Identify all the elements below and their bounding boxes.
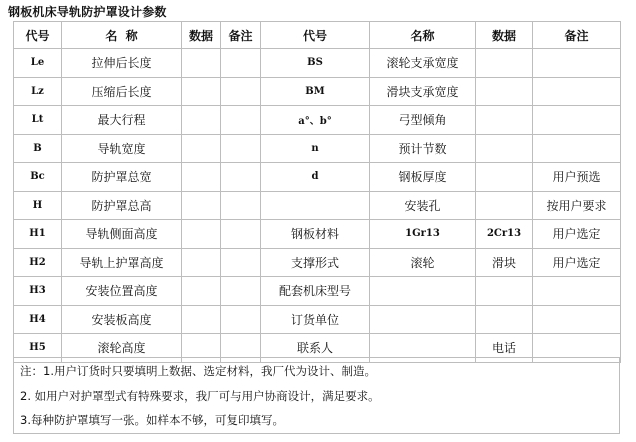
param-name: 压缩后长度 <box>62 77 182 106</box>
param-remark-cell-2[interactable] <box>533 49 621 78</box>
param-value-cell[interactable] <box>182 106 221 135</box>
param-label-material: 钢板材料 <box>261 220 370 249</box>
note-2: 2. 如用户对护罩型式有特殊要求，我厂可与用户协商设计，满足要求。 <box>20 389 380 403</box>
param-name: 安装位置高度 <box>62 277 182 306</box>
param-code: Bc <box>14 163 62 192</box>
param-code-2 <box>261 191 370 220</box>
notes-box <box>13 357 620 434</box>
param-value-cell-2[interactable] <box>476 191 533 220</box>
param-code-2: a°、b° <box>261 106 370 135</box>
table-row <box>14 220 621 249</box>
param-value-cell-2[interactable] <box>476 49 533 78</box>
param-name-2: 弓型倾角 <box>370 106 476 135</box>
param-name: 最大行程 <box>62 106 182 135</box>
ordering-unit-value-cell[interactable] <box>370 305 476 334</box>
table-row <box>14 49 621 78</box>
param-remark-cell-2[interactable]: 用户选定 <box>533 248 621 277</box>
param-name: 导轨上护罩高度 <box>62 248 182 277</box>
param-value-cell[interactable] <box>182 248 221 277</box>
document-title: 钢板机床导轨防护罩设计参数 <box>8 5 167 19</box>
param-remark-cell-2[interactable] <box>533 134 621 163</box>
support-option-roller[interactable]: 滚轮 <box>370 248 476 277</box>
param-code: H1 <box>14 220 62 249</box>
param-name-2: 钢板厚度 <box>370 163 476 192</box>
param-value-cell[interactable] <box>182 220 221 249</box>
param-value-cell-2[interactable] <box>476 77 533 106</box>
table-row <box>14 248 621 277</box>
param-name-2: 预计节数 <box>370 134 476 163</box>
parameter-table <box>13 21 621 363</box>
empty-cell[interactable] <box>533 305 621 334</box>
table-row <box>14 277 621 306</box>
param-value-cell[interactable] <box>182 49 221 78</box>
param-code: Le <box>14 49 62 78</box>
param-code-2: BM <box>261 77 370 106</box>
param-remark-cell[interactable] <box>221 277 261 306</box>
param-code: H2 <box>14 248 62 277</box>
param-label-contact: 联系人 <box>261 334 370 363</box>
header-remark-2: 备注 <box>533 22 621 49</box>
param-remark-cell[interactable] <box>221 248 261 277</box>
param-code: H <box>14 191 62 220</box>
material-option-1[interactable]: 1Gr13 <box>370 220 476 249</box>
machine-model-value-cell[interactable] <box>370 277 476 306</box>
table-header-row <box>14 22 621 49</box>
param-name: 防护罩总宽 <box>62 163 182 192</box>
param-code: H5 <box>14 334 62 363</box>
param-label-ordering-unit: 订货单位 <box>261 305 370 334</box>
material-option-2[interactable]: 2Cr13 <box>476 220 533 249</box>
header-code: 代号 <box>14 22 62 49</box>
param-remark-cell-2[interactable]: 按用户要求 <box>533 191 621 220</box>
param-remark-cell[interactable] <box>221 134 261 163</box>
note-1: 注：1.用户订货时只要填明上数据、选定材料，我厂代为设计、制造。 <box>20 364 376 378</box>
param-remark-cell[interactable] <box>221 77 261 106</box>
param-name: 安装板高度 <box>62 305 182 334</box>
param-name: 滚轮高度 <box>62 334 182 363</box>
param-remark-cell[interactable] <box>221 106 261 135</box>
param-remark-cell-2[interactable]: 用户预选 <box>533 163 621 192</box>
param-value-cell[interactable] <box>182 163 221 192</box>
empty-cell[interactable] <box>533 277 621 306</box>
param-label-support: 支撑形式 <box>261 248 370 277</box>
param-value-cell[interactable] <box>182 305 221 334</box>
header-data: 数据 <box>182 22 221 49</box>
table-row <box>14 77 621 106</box>
empty-cell[interactable] <box>476 277 533 306</box>
param-value-cell[interactable] <box>182 134 221 163</box>
param-code: H4 <box>14 305 62 334</box>
param-label-machine-model: 配套机床型号 <box>261 277 370 306</box>
param-value-cell-2[interactable] <box>476 106 533 135</box>
param-label-phone: 电话 <box>476 334 533 363</box>
param-code: Lz <box>14 77 62 106</box>
param-value-cell-2[interactable] <box>476 134 533 163</box>
param-remark-cell[interactable] <box>221 163 261 192</box>
param-code: Lt <box>14 106 62 135</box>
header-data-2: 数据 <box>476 22 533 49</box>
param-code-2: BS <box>261 49 370 78</box>
param-remark-cell[interactable] <box>221 305 261 334</box>
param-remark-cell[interactable] <box>221 220 261 249</box>
param-remark-cell-2[interactable] <box>533 77 621 106</box>
param-value-cell[interactable] <box>182 277 221 306</box>
param-name-2: 滚轮支承宽度 <box>370 49 476 78</box>
param-remark-cell-2[interactable] <box>533 106 621 135</box>
param-name: 导轨宽度 <box>62 134 182 163</box>
param-name: 防护罩总高 <box>62 191 182 220</box>
param-remark-cell[interactable] <box>221 49 261 78</box>
param-name: 导轨侧面高度 <box>62 220 182 249</box>
support-option-slider[interactable]: 滑块 <box>476 248 533 277</box>
param-name-2: 安装孔 <box>370 191 476 220</box>
param-remark-cell-2[interactable]: 用户选定 <box>533 220 621 249</box>
table-row <box>14 106 621 135</box>
param-code: B <box>14 134 62 163</box>
empty-cell[interactable] <box>476 305 533 334</box>
param-value-cell[interactable] <box>182 191 221 220</box>
header-code-2: 代号 <box>261 22 370 49</box>
header-name-2: 名称 <box>370 22 476 49</box>
param-code-2: d <box>261 163 370 192</box>
note-3: 3.每种防护罩填写一张。如样本不够，可复印填写。 <box>20 413 284 427</box>
param-code: H3 <box>14 277 62 306</box>
param-remark-cell[interactable] <box>221 191 261 220</box>
param-code-2: n <box>261 134 370 163</box>
table-row <box>14 305 621 334</box>
table-row <box>14 163 621 192</box>
table-row <box>14 191 621 220</box>
param-value-cell-2[interactable] <box>476 163 533 192</box>
table-row <box>14 134 621 163</box>
header-name: 名 称 <box>62 22 182 49</box>
param-name-2: 滑块支承宽度 <box>370 77 476 106</box>
param-name: 拉伸后长度 <box>62 49 182 78</box>
param-value-cell[interactable] <box>182 77 221 106</box>
header-remark: 备注 <box>221 22 261 49</box>
